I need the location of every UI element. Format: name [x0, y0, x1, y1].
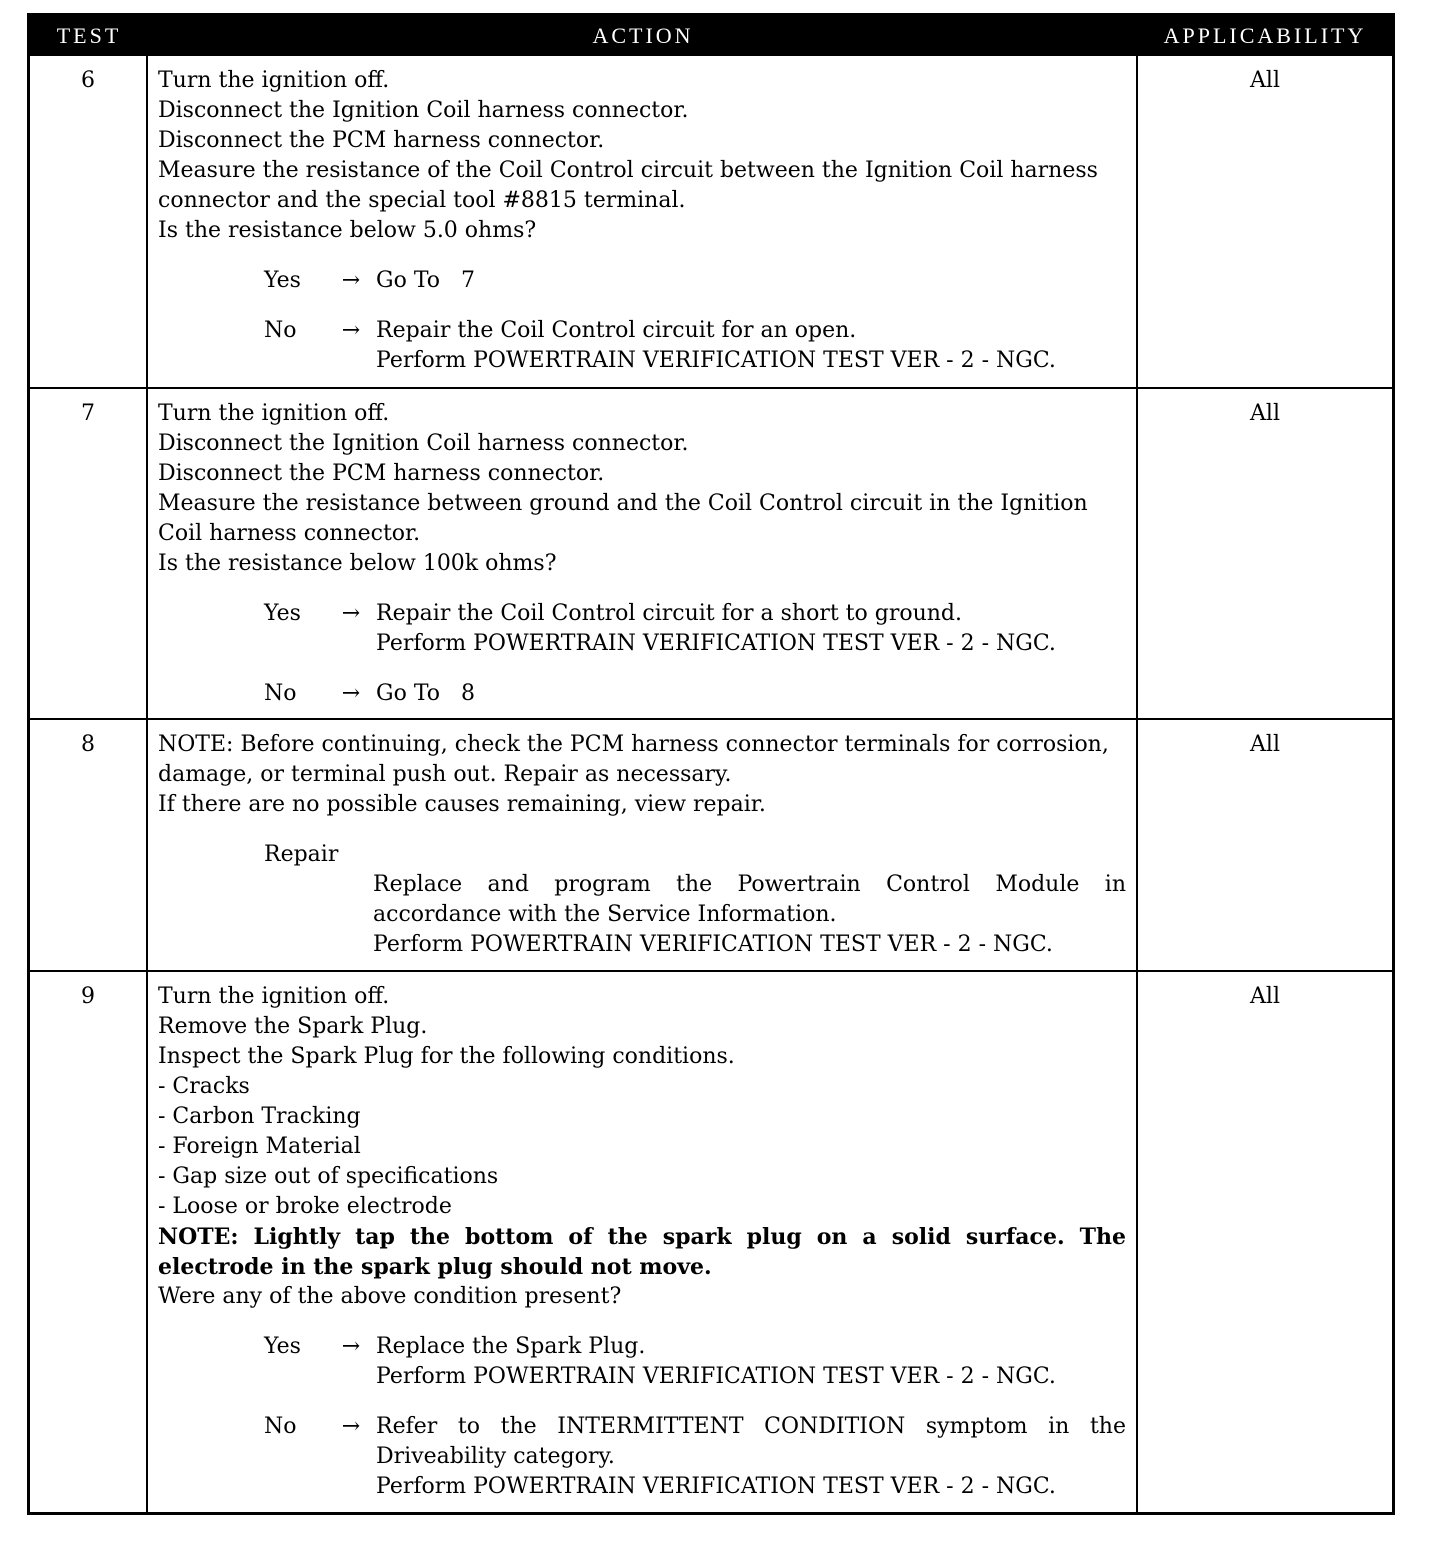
action-cell: [148, 972, 1138, 1512]
step-text: Disconnect the Ignition Coil harness connector.: [158, 98, 689, 123]
step-text: Disconnect the Ignition Coil harness connector.: [158, 431, 689, 456]
test-number: 6: [30, 56, 148, 387]
note-text: NOTE: Before continuing, check the PCM harness connector terminals for corrosion, damage, or terminal push out. Repair as necessary.: [158, 732, 1109, 787]
step-text: Measure the resistance between ground and the Coil Control circuit in the Ignition Coil harness connector.: [158, 491, 1088, 546]
bold-note: NOTE: Lightly tap the bottom of the spark plug on a solid surface. The electrode in the spark plug should not move.: [158, 1224, 1126, 1280]
list-item: - Carbon Tracking: [158, 1104, 361, 1129]
repair-text: Replace and program the Powertrain Control Module in accordance with the Service Information.: [373, 872, 1126, 927]
list-item: - Gap size out of specifications: [158, 1164, 499, 1189]
applicability-cell: All: [1250, 984, 1280, 1009]
result-label: Yes: [264, 601, 301, 626]
test-number: 7: [30, 389, 148, 718]
step-text: If there are no possible causes remaining, view repair.: [158, 792, 766, 817]
arrow-icon: →: [341, 1334, 361, 1359]
result-no: [264, 679, 1126, 709]
action-cell: [148, 389, 1138, 718]
step-text: Remove the Spark Plug.: [158, 1014, 428, 1039]
step-text: Inspect the Spark Plug for the following conditions.: [158, 1044, 735, 1069]
step-text: Disconnect the PCM harness connector.: [158, 128, 605, 153]
applicability-cell: All: [1250, 401, 1280, 426]
result-yes: [264, 599, 1126, 659]
result-text: Perform POWERTRAIN VERIFICATION TEST VER - 2 - NGC.: [376, 1364, 1056, 1389]
table-row: [30, 718, 1392, 970]
result-text-block: [376, 1412, 1126, 1502]
action-cell: [148, 720, 1138, 970]
step-text: Is the resistance below 100k ohms?: [158, 551, 557, 576]
result-text: Refer to the INTERMITTENT CONDITION symptom in the Driveability category.: [376, 1414, 1126, 1469]
result-label: Yes: [264, 1334, 301, 1359]
arrow-icon: →: [341, 1414, 361, 1439]
arrow-icon: →: [341, 681, 361, 706]
list-item: - Loose or broke electrode: [158, 1194, 452, 1219]
step-text: Turn the ignition off.: [158, 68, 390, 93]
result-text: Repair the Coil Control circuit for a short to ground.: [376, 601, 963, 626]
result-no: [264, 1412, 1126, 1502]
result-text: Repair the Coil Control circuit for an open.: [376, 318, 857, 343]
arrow-icon: →: [341, 318, 361, 343]
applicability-cell: All: [1250, 68, 1280, 93]
result-text-block: [376, 599, 1126, 659]
arrow-icon: →: [341, 601, 361, 626]
step-text: Disconnect the PCM harness connector.: [158, 461, 605, 486]
result-text: Replace the Spark Plug.: [376, 1334, 646, 1359]
step-text: Turn the ignition off.: [158, 984, 390, 1009]
table-header: [30, 16, 1392, 56]
step-text: Is the resistance below 5.0 ohms?: [158, 218, 537, 243]
result-label: No: [264, 1414, 297, 1439]
result-label: No: [264, 681, 297, 706]
applicability-cell: All: [1250, 732, 1280, 757]
result-text: Perform POWERTRAIN VERIFICATION TEST VER - 2 - NGC.: [376, 348, 1056, 373]
result-label: Yes: [264, 268, 301, 293]
repair-text: Perform POWERTRAIN VERIFICATION TEST VER - 2 - NGC.: [373, 932, 1053, 957]
repair-block: [373, 870, 1126, 960]
table-row: [30, 387, 1392, 718]
header-action: ACTION: [592, 23, 694, 48]
result-label: No: [264, 318, 297, 343]
list-item: - Cracks: [158, 1074, 250, 1099]
result-text: Perform POWERTRAIN VERIFICATION TEST VER - 2 - NGC.: [376, 631, 1056, 656]
arrow-icon: →: [341, 268, 361, 293]
result-text-block: [376, 1332, 1126, 1392]
result-yes: [264, 266, 1126, 296]
list-item: - Foreign Material: [158, 1134, 361, 1159]
result-no: [264, 316, 1126, 376]
table-row: [30, 970, 1392, 1512]
result-text: Go To 7: [376, 268, 475, 293]
header-test: TEST: [56, 23, 122, 48]
action-cell: [148, 56, 1138, 387]
question-text: Were any of the above condition present?: [158, 1284, 622, 1309]
test-number: 8: [30, 720, 148, 970]
header-applicability: APPLICABILITY: [1163, 23, 1367, 48]
step-text: Measure the resistance of the Coil Control circuit between the Ignition Coil harness connector and the special tool #8815 terminal.: [158, 158, 1098, 213]
result-yes: [264, 1332, 1126, 1392]
test-number: 9: [30, 972, 148, 1512]
result-text-block: [376, 316, 1126, 376]
diagnostic-table: [27, 13, 1395, 1515]
table-row: [30, 56, 1392, 387]
result-text: Perform POWERTRAIN VERIFICATION TEST VER - 2 - NGC.: [376, 1474, 1056, 1499]
result-text: Go To 8: [376, 681, 475, 706]
repair-label: Repair: [264, 842, 339, 867]
step-text: Turn the ignition off.: [158, 401, 390, 426]
